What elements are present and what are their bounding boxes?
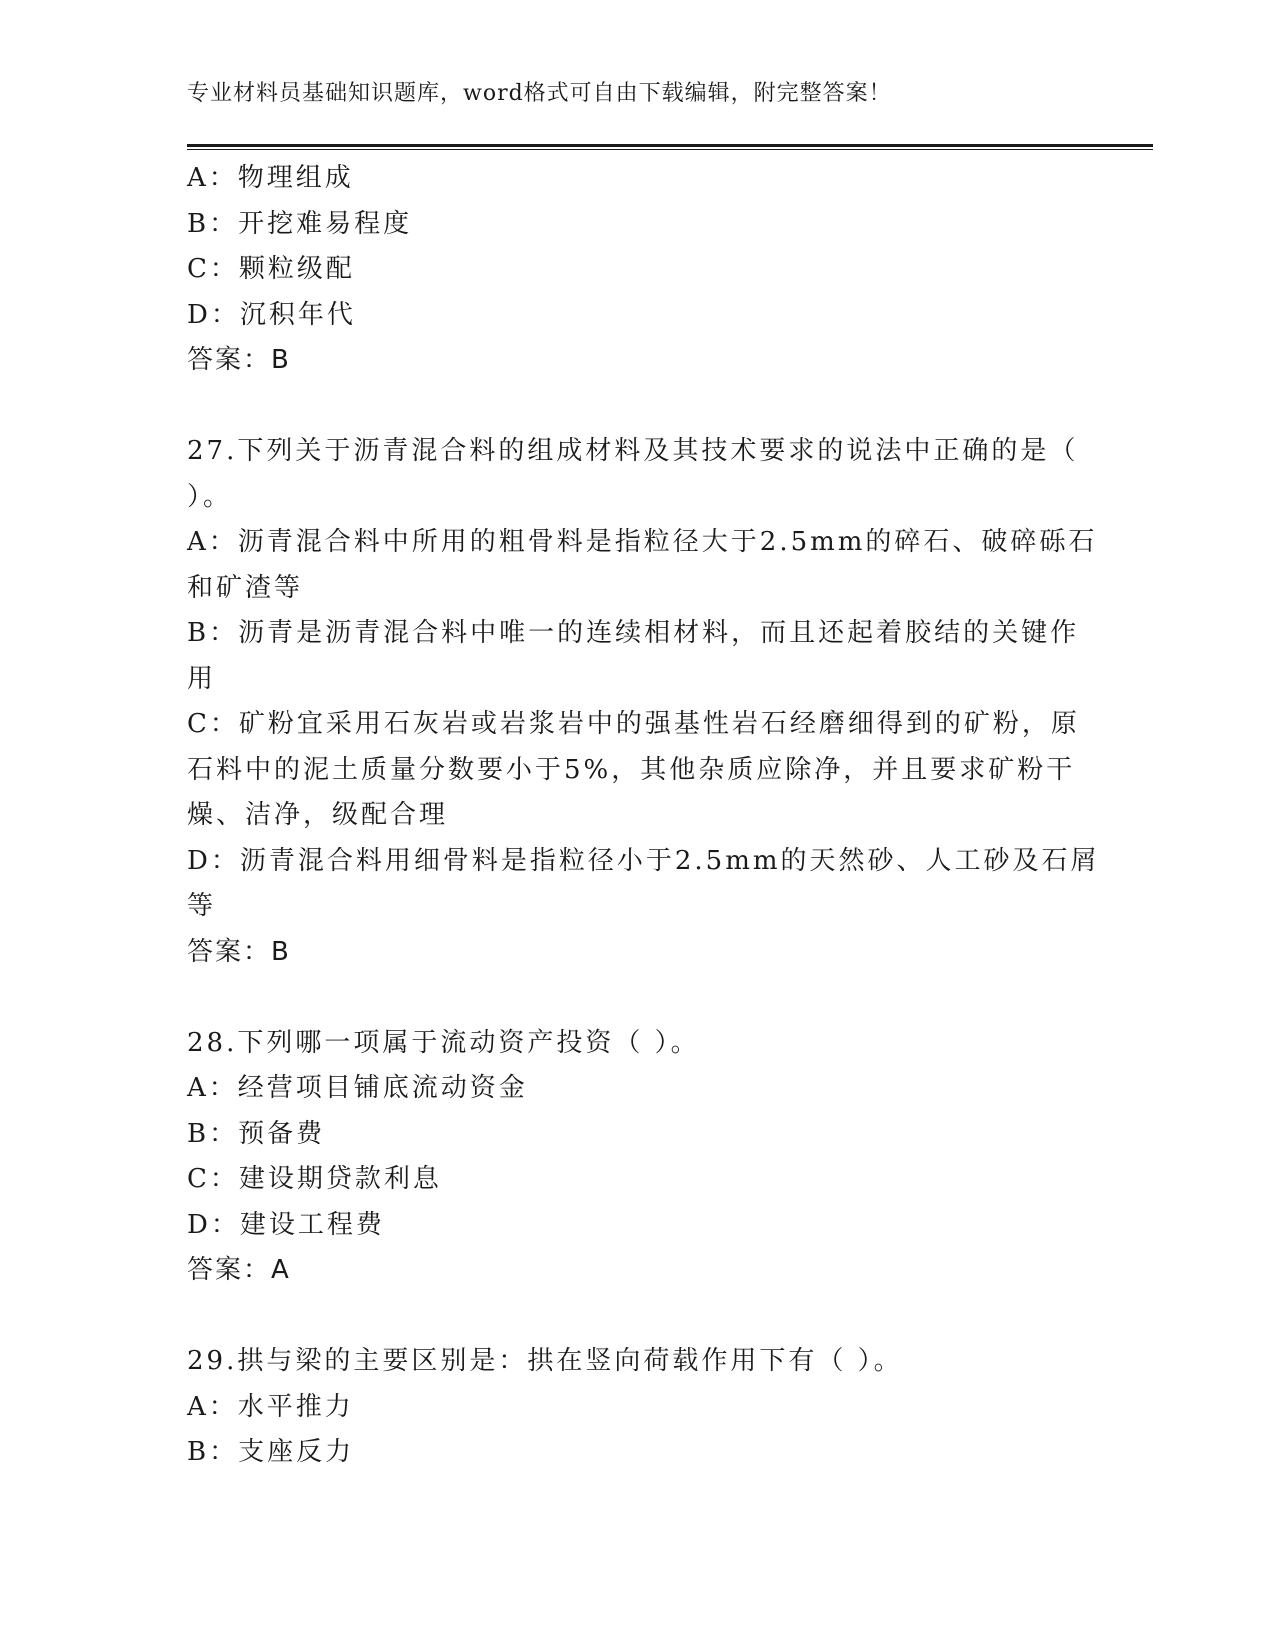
question-content [187, 156, 1100, 1476]
option-c: C：矿粉宜采用石灰岩或岩浆岩中的强基性岩石经磨细得到的矿粉，原 [187, 709, 1080, 739]
header-divider [187, 144, 1153, 150]
option-d: D：沉积年代 [187, 299, 356, 330]
question-stem: 28.下列哪一项属于流动资产投资（ ）。 [187, 1027, 700, 1058]
option-c-continued: 燥、洁净，级配合理 [187, 800, 449, 830]
question-stem: 27.下列关于沥青混合料的组成材料及其技术要求的说法中正确的是（ [187, 436, 1079, 466]
option-a: A：经营项目铺底流动资金 [187, 1073, 528, 1103]
option-d: D：建设工程费 [187, 1209, 385, 1240]
option-a: A：水平推力 [187, 1391, 354, 1422]
option-a-continued: 和矿渣等 [187, 572, 304, 603]
question-26 [187, 156, 1077, 384]
option-b: B：沥青是沥青混合料中唯一的连续相材料，而且还起着胶结的关键作 [187, 618, 1080, 648]
option-c-continued: 石料中的泥土质量分数要小于5%，其他杂质应除净，并且要求矿粉干 [187, 754, 1076, 785]
option-b: B：支座反力 [187, 1437, 355, 1467]
option-d-continued: 等 [187, 891, 217, 921]
spacer [187, 975, 1077, 1021]
question-stem-continued: ）。 [187, 481, 233, 512]
spacer [187, 384, 1077, 430]
option-c: C：建设期贷款利息 [187, 1164, 442, 1194]
option-a: A：沥青混合料中所用的粗骨料是指粒径大于2.5mm的碎石、破碎砾石 [187, 527, 1098, 557]
option-c: C：颗粒级配 [187, 254, 355, 284]
answer: 答案：B [187, 936, 291, 967]
question-28 [187, 1021, 1077, 1294]
option-b-continued: 用 [187, 663, 217, 694]
answer: 答案：A [187, 1255, 291, 1285]
option-b: B：预备费 [187, 1118, 326, 1149]
question-29 [187, 1339, 1077, 1476]
option-a: A：物理组成 [187, 163, 354, 193]
option-d: D：沥青混合料用细骨料是指粒径小于2.5mm的天然砂、人工砂及石屑 [187, 845, 1100, 876]
page-header: 专业材料员基础知识题库，word格式可自由下载编辑，附完整答案！ [187, 81, 892, 106]
answer: 答案：B [187, 345, 291, 375]
question-27 [187, 429, 1100, 975]
spacer [187, 1294, 1077, 1340]
question-stem: 29.拱与梁的主要区别是：拱在竖向荷载作用下有（ ）。 [187, 1346, 903, 1376]
option-b: B：开挖难易程度 [187, 208, 413, 239]
